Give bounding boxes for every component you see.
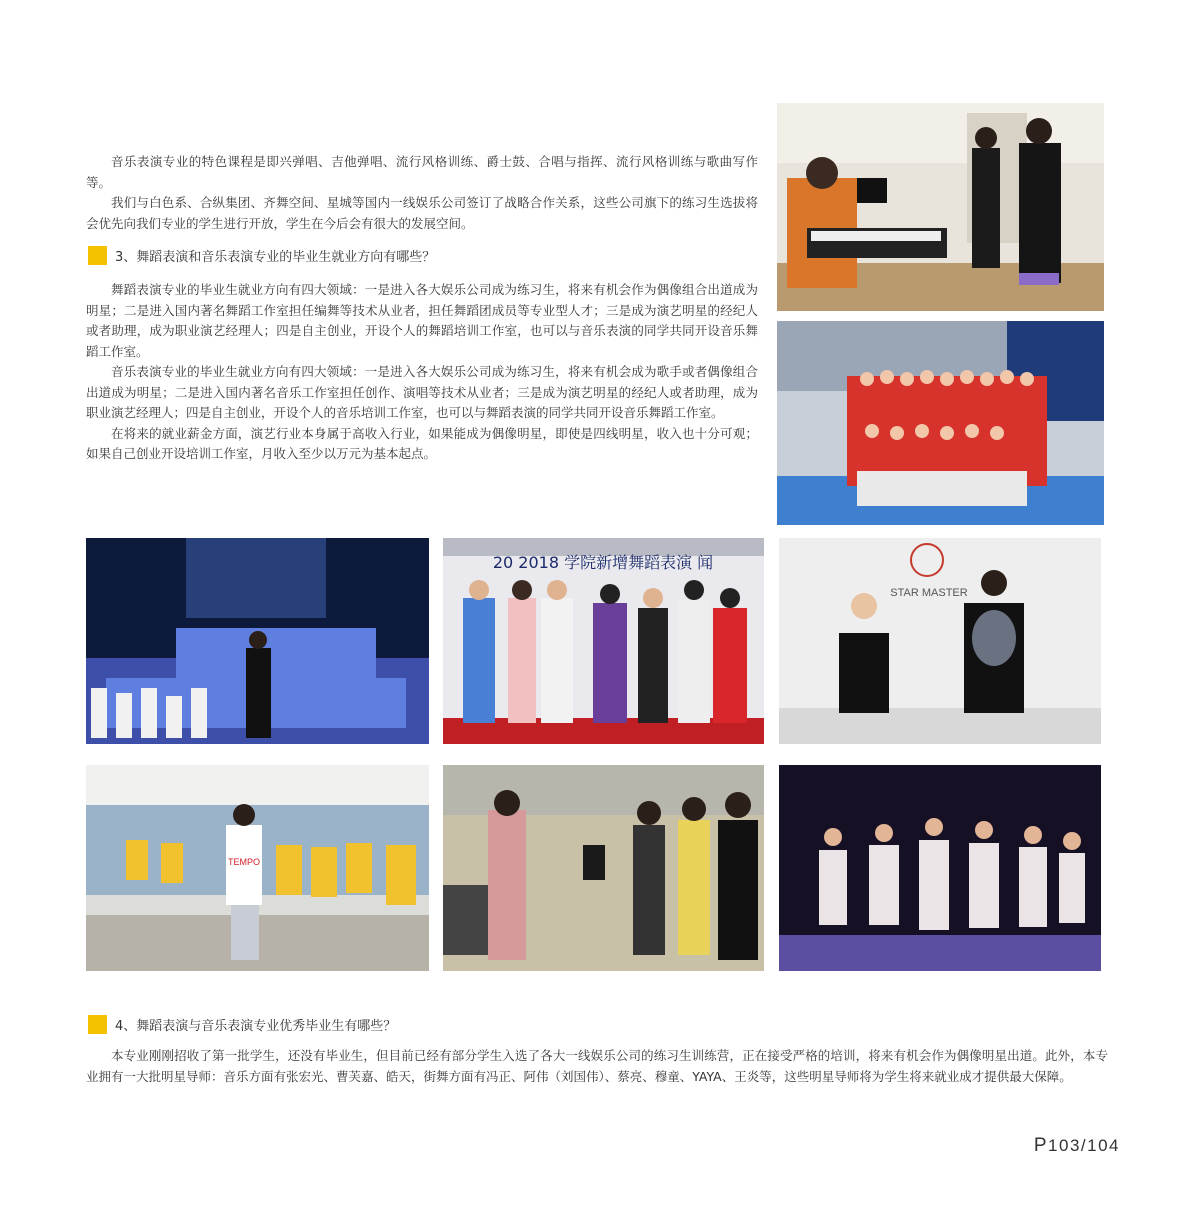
page-number-value: 103/104	[1048, 1136, 1120, 1155]
photo-dance-performance	[779, 765, 1101, 971]
yellow-bullet-icon	[88, 246, 107, 265]
photo-rehearsal-yellow	[86, 765, 429, 971]
intro-paragraph-1: 音乐表演专业的特色课程是即兴弹唱、吉他弹唱、流行风格训练、爵士鼓、合唱与指挥、流行风格训练与歌曲写作等。	[86, 154, 758, 190]
shirt-text: TEMPO	[227, 857, 261, 867]
section3-heading-text: 3、舞蹈表演和音乐表演专业的毕业生就业方向有哪些？	[115, 250, 436, 265]
section3-paragraph-2: 音乐表演专业的毕业生就业方向有四大领域：一是进入各大娱乐公司成为练习生，将来有机会成为歌手或者偶像组合出道成为明星；二是进入国内著名音乐工作室担任创作、演唱等技术从业者；三是成为演艺明星的经纪人或者助理，成为职业演艺经理人；四是自主创业，开设个人的音乐培训工作室，也可以与舞蹈表演的同学共同开设音乐舞蹈工作室。	[86, 364, 758, 420]
section4-paragraph-1: 本专业刚刚招收了第一批学生，还没有毕业生，但目前已经有部分学生入选了各大一线娱乐公司的练习生训练营，正在接受严格的培训，将来有机会作为偶像明星出道。此外，本专业拥有一大批明星导师：音乐方面有张宏光、曹芙嘉、皓天，街舞方面有冯正、阿伟（刘国伟）、蔡亮、穆童、YAYA、王炎等，这些明星导师将为学生将来就业成才提供最大保障。	[86, 1048, 1108, 1084]
photo-choir-stage	[86, 538, 429, 744]
event-banner-text: 20 2018 学院新增舞蹈表演 闻	[492, 553, 714, 572]
star-master-text: STAR MASTER	[890, 587, 968, 599]
photo-vocal-room	[443, 765, 764, 971]
photo-dance-couple	[779, 538, 1101, 744]
section3-paragraph-3: 在将来的就业薪金方面，演艺行业本身属于高收入行业，如果能成为偶像明星，即使是四线明星，收入也十分可观；如果自己创业开设培训工作室，月收入至少以万元为基本起点。	[86, 425, 758, 461]
intro-text	[86, 152, 758, 234]
section4-text	[86, 1046, 1108, 1087]
section3-text	[86, 280, 758, 465]
page-number	[1034, 1135, 1120, 1157]
section3-heading	[88, 246, 435, 265]
photo-keyboard-classroom	[777, 103, 1104, 311]
photo-group-event	[777, 321, 1104, 525]
section4-heading-text: 4、舞蹈表演与音乐表演专业优秀毕业生有哪些？	[115, 1019, 397, 1034]
photo-press-event	[443, 538, 764, 744]
section3-paragraph-1: 舞蹈表演专业的毕业生就业方向有四大领域：一是进入各大娱乐公司成为练习生，将来有机会作为偶像组合出道成为明星；二是进入国内著名舞蹈工作室担任编舞等技术从业者，担任舞蹈团成员等专业型人才；三是成为演艺明星的经纪人或者助理，成为职业演艺经理人；四是自主创业，开设个人的舞蹈培训工作室，也可以与音乐表演的同学共同开设音乐舞蹈工作室。	[86, 282, 758, 359]
yellow-bullet-icon	[88, 1015, 107, 1034]
intro-paragraph-2: 我们与白色系、合纵集团、齐舞空间、星城等国内一线娱乐公司签订了战略合作关系，这些公司旗下的练习生选拔将会优先向我们专业的学生进行开放，学生在今后会有很大的发展空间。	[86, 195, 758, 231]
page-label: P	[1033, 1135, 1049, 1156]
section4-heading	[88, 1015, 396, 1034]
